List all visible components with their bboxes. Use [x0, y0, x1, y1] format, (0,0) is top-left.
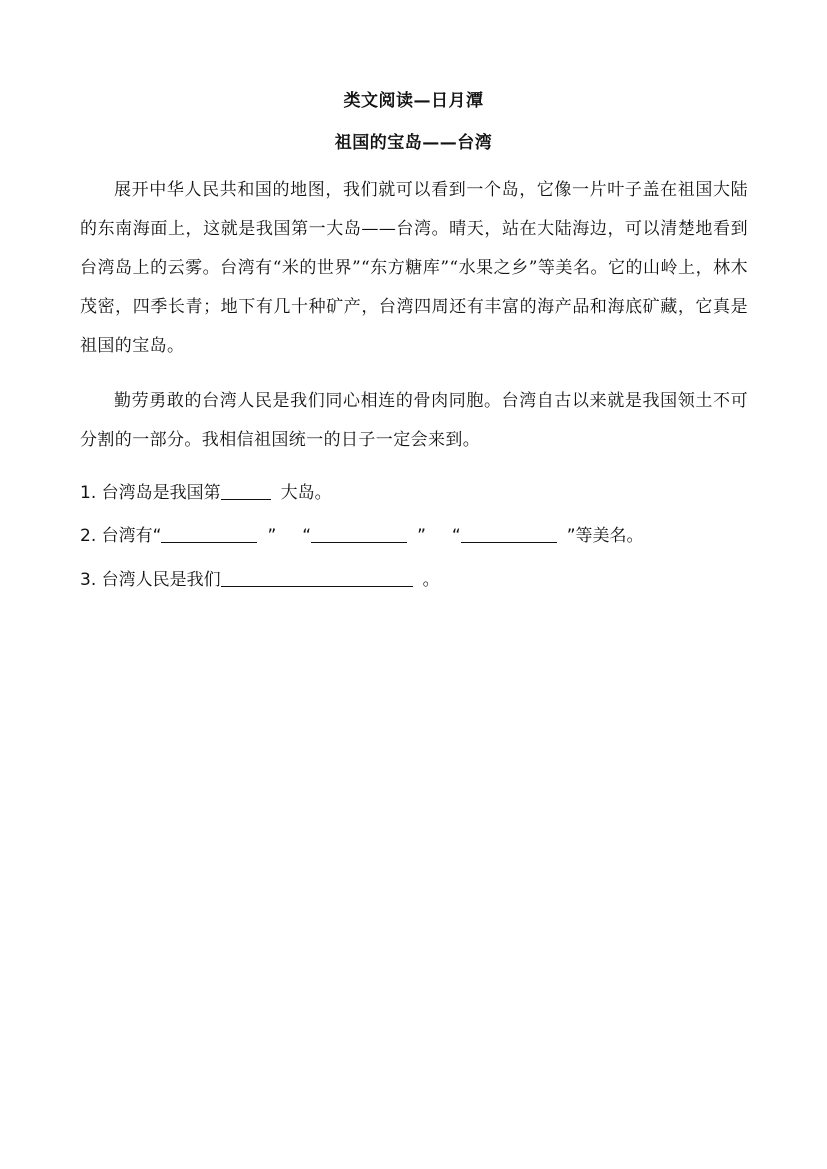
- answer-blank-1[interactable]: [221, 481, 271, 500]
- question-3-suffix: 。: [422, 570, 440, 590]
- question-1-prefix: 1. 台湾岛是我国第: [80, 483, 221, 503]
- question-2: [80, 522, 748, 548]
- answer-blank-2b[interactable]: [311, 524, 407, 543]
- question-1: [80, 479, 748, 505]
- answer-blank-3[interactable]: [221, 568, 413, 587]
- question-1-suffix: 大岛。: [280, 483, 332, 503]
- question-3: [80, 566, 748, 592]
- question-2-prefix: 2. 台湾有“: [80, 526, 162, 546]
- answer-blank-2c[interactable]: [461, 524, 557, 543]
- quote-close-2: ”: [417, 526, 426, 546]
- paragraph-2: 勤劳勇敢的台湾人民是我们同心相连的骨肉同胞。台湾自古以来就是我国领土不可分割的一部分。我相信祖国统一的日子一定会来到。: [80, 391, 748, 450]
- question-2-suffix: ”等美名。: [566, 526, 644, 546]
- answer-blank-2a[interactable]: [161, 524, 257, 543]
- quote-close-1: ”: [267, 526, 277, 546]
- quote-open-2: “: [302, 526, 312, 546]
- paragraph-1: 展开中华人民共和国的地图，我们就可以看到一个岛，它像一片叶子盖在祖国大陆的东南海面上，这就是我国第一大岛——台湾。晴天，站在大陆海边，可以清楚地看到台湾岛上的云雾。台湾有“米的世界”“东方糖库”“水果之乡”等美名。它的山岭上，林木茂密，四季长青；地下有几十种矿产，台湾四周还有丰富的海产品和海底矿藏，它真是祖国的宝岛。: [80, 180, 748, 356]
- question-3-prefix: 3. 台湾人民是我们: [80, 570, 221, 590]
- page-title: 类文阅读—日月潭: [343, 91, 484, 111]
- quote-open-3: “: [451, 526, 461, 546]
- article-title: 祖国的宝岛——台湾: [334, 133, 493, 153]
